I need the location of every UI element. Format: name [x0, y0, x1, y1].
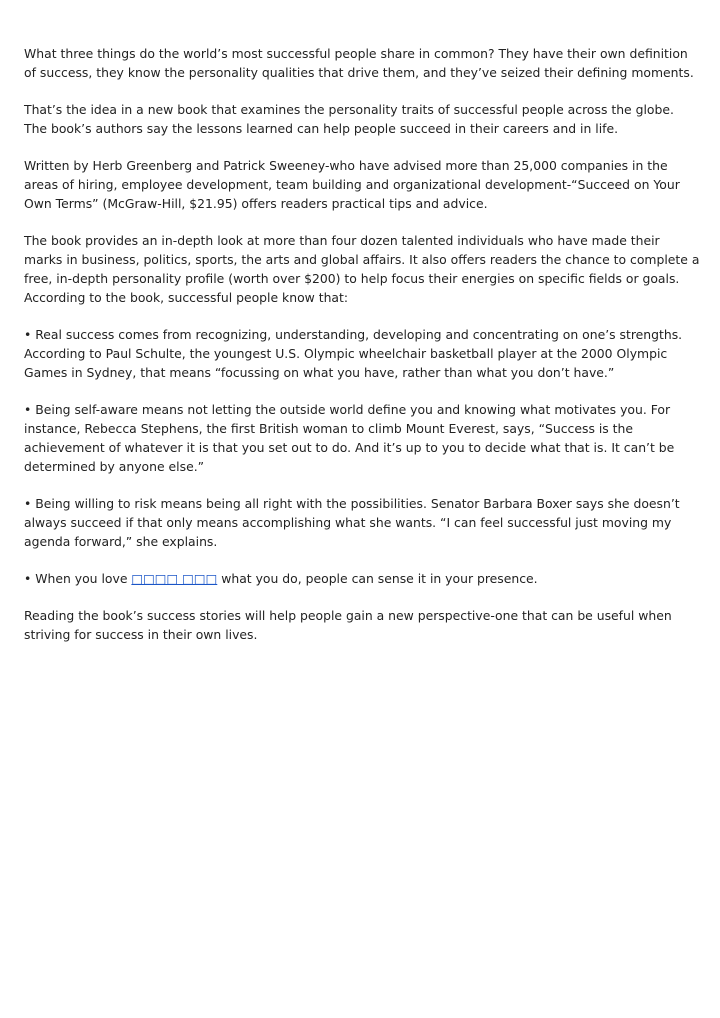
- bullet-real-success: • Real success comes from recognizing, understanding, developing and concentrating on one’s strengths. According to Paul Schulte, the youngest U.S. Olympic wheelchair basketball player at the 2000 Olympic Games in Sydney, that means “focussing on what you have, rather than what you don’t have.”: [24, 327, 683, 380]
- paragraph-book-overview: The book provides an in-depth look at more than four dozen talented individuals who have made their marks in business, politics, sports, the arts and global affairs. It also offers readers the chance to complete a free, in-depth personality profile (worth over $200) to help focus their energies on specific fields or goals. According to the book, successful people know that:: [24, 233, 700, 305]
- bullet-love-text-before: • When you love: [24, 571, 132, 586]
- paragraph-conclusion: Reading the book’s success stories will help people gain a new perspective-one that can be useful when striving for success in their own lives.: [24, 608, 672, 642]
- inline-link[interactable]: □□□□ □□□: [131, 571, 218, 586]
- paragraph-book-idea: That’s the idea in a new book that examines the personality traits of successful people across the globe. The book’s authors say the lessons learned can help people succeed in their careers and in life.: [24, 102, 674, 136]
- bullet-willing-to-risk: • Being willing to risk means being all right with the possibilities. Senator Barbara Boxer says she doesn’t always succeed if that only means accomplishing what she wants. “I can feel successful just moving my agenda forward,” she explains.: [24, 496, 680, 549]
- paragraph-intro: What three things do the world’s most successful people share in common? They have their own definition of success, they know the personality qualities that drive them, and they’ve seized their defining moments.: [24, 46, 694, 80]
- bullet-love-text-after: what you do, people can sense it in your presence.: [217, 571, 538, 586]
- bullet-love-what-you-do: [24, 569, 700, 588]
- article-body: [24, 44, 700, 662]
- bullet-self-aware: • Being self-aware means not letting the outside world define you and knowing what motivates you. For instance, Rebecca Stephens, the first British woman to climb Mount Everest, says, “Success is the achievement of whatever it is that you set out to do. And it’s up to you to decide what that is. It can’t be determined by anyone else.”: [24, 402, 675, 474]
- paragraph-authors: Written by Herb Greenberg and Patrick Sweeney-who have advised more than 25,000 companies in the areas of hiring, employee development, team building and organizational development-“Succeed on Your Own Terms” (McGraw-Hill, $21.95) offers readers practical tips and advice.: [24, 158, 680, 211]
